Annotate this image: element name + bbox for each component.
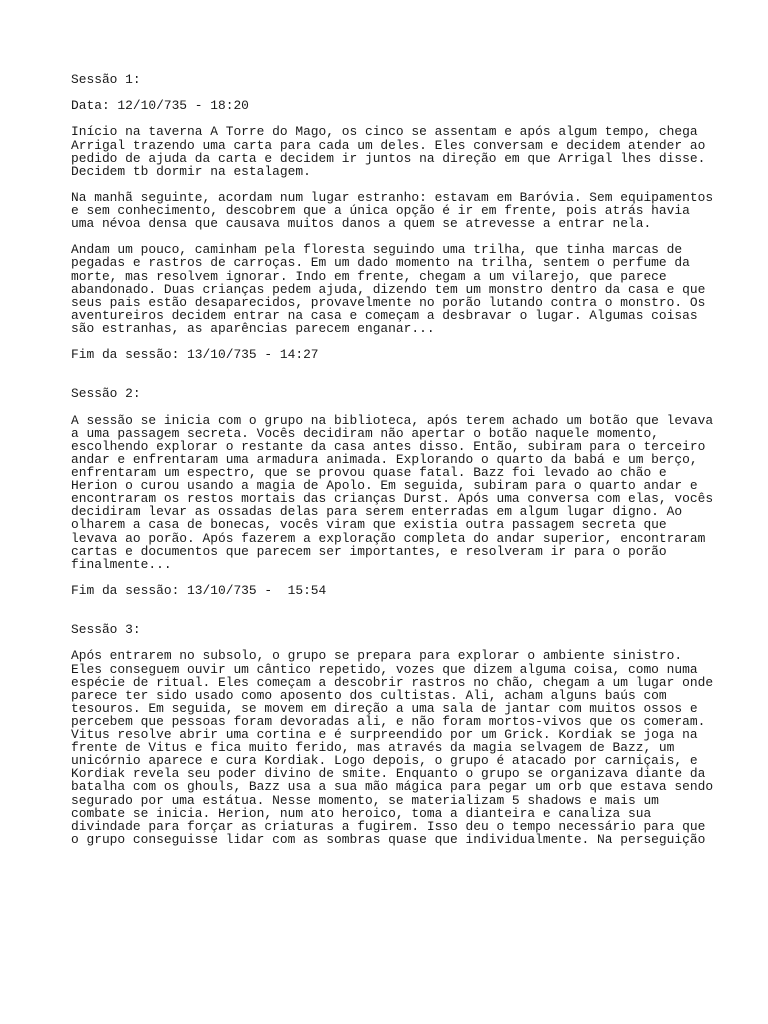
text-line: abandonado. Duas crianças pedem ajuda, dizendo tem um monstro dentro da casa e que bbox=[71, 281, 706, 297]
text-line: Fim da sessão: 13/10/735 - 14:27 bbox=[71, 347, 319, 363]
text-line: o grupo conseguisse lidar com as sombras quase que individualmente. Na perseguição bbox=[71, 831, 706, 847]
text-line: Sessão 2: bbox=[71, 386, 141, 402]
text-line: Após entrarem no subsolo, o grupo se prepara para explorar o ambiente sinistro. bbox=[71, 648, 683, 664]
text-line: pegadas e rastros de carroças. Em um dado momento na trilha, sentem o perfume da bbox=[71, 255, 690, 271]
text-line: frente de Vitus e fica muito ferido, mas através da magia selvagem de Bazz, um bbox=[71, 740, 675, 756]
text-line: combate se inicia. Herion, num ato heroico, toma a dianteira e canaliza sua bbox=[71, 805, 652, 821]
text-line: enfrentaram um espectro, que se provou quase fatal. Bazz foi levado ao chão e bbox=[71, 465, 667, 480]
text-line: divindade para forçar as criaturas a fugirem. Isso deu o tempo necessário para que bbox=[71, 818, 706, 834]
text-line: Data: 12/10/735 - 18:20 bbox=[71, 98, 249, 114]
text-line: Arrigal trazendo uma carta para cada um deles. Eles conversam e decidem atender ao bbox=[71, 137, 706, 153]
text-line: encontraram os restos mortais das crianças Durst. Após uma conversa com elas, vocês bbox=[71, 491, 714, 507]
text-line: pedido de ajuda da carta e decidem ir juntos na direção em que Arrigal lhes disse. bbox=[71, 150, 706, 166]
text-line: cartas e documentos que parecem ser importantes, e resolveram ir para o porão bbox=[71, 543, 667, 559]
text-line: uma névoa densa que causava muitos danos a quem se atrevesse a entrar nela. bbox=[71, 216, 652, 232]
text-line: segurado por uma estátua. Nesse momento, se materializam 5 shadows e mais um bbox=[71, 792, 659, 808]
text-line: A sessão se inicia com o grupo na biblioteca, após terem achado um botão que levava bbox=[71, 412, 714, 428]
text-line: Herion o curou usando a magia de Apolo. Em seguida, subiram para o quarto andar e bbox=[71, 478, 698, 494]
text-line: Sessão 1: bbox=[71, 72, 141, 87]
text-line: espécie de ritual. Eles começam a descobrir rastros no chão, chegam a um lugar onde bbox=[71, 674, 714, 690]
text-line: andar e enfrentaram uma armadura animada. Explorando o quarto da babá e um berço, bbox=[71, 451, 698, 467]
text-line: Fim da sessão: 13/10/735 - 15:54 bbox=[71, 582, 327, 598]
text-line: parece ter sido usado como aposento dos cultistas. Ali, acham alguns baús com bbox=[71, 687, 667, 703]
text-line: unicórnio aparece e cura Kordiak. Logo depois, o grupo é atacado por carniçais, e bbox=[71, 753, 698, 769]
text-line: decidiram levar as ossadas delas para serem enterradas em algum lugar digno. Ao bbox=[71, 504, 683, 520]
text-line: e sem conhecimento, descobrem que a única opção é ir em frente, pois atrás havia bbox=[71, 203, 690, 218]
text-line: aventureiros decidem entrar na casa e começam a desbravar o lugar. Algumas coisas bbox=[71, 307, 698, 323]
text-line: percebem que pessoas foram devoradas ali, e não foram mortos-vivos que os comeram. bbox=[71, 713, 706, 729]
text-line: olharem a casa de bonecas, vocês viram que existia outra passagem secreta que bbox=[71, 517, 667, 533]
text-line: levava ao porão. Após fazerem a exploração completa do andar superior, encontraram bbox=[71, 530, 706, 546]
text-line: morte, mas resolvem ignorar. Indo em frente, chegam a um vilarejo, que parece bbox=[71, 268, 667, 284]
text-line: batalha com os ghouls, Bazz usa a sua mão mágica para pegar um orb que estava sendo bbox=[71, 779, 714, 795]
text-line: seus pais estão desaparecidos, provavelmente no porão lutando contra o monstro. Os bbox=[71, 294, 706, 310]
text-line: Eles conseguem ouvir um cântico repetido, vozes que dizem alguma coisa, como numa bbox=[71, 661, 698, 677]
text-line: Início na taverna A Torre do Mago, os cinco se assentam e após algum tempo, chega bbox=[71, 124, 698, 140]
text-line: a uma passagem secreta. Vocês decidiram não apertar o botão naquele momento, bbox=[71, 425, 659, 441]
text-line: tesouros. Em seguida, se movem em direção a uma sala de jantar com muitos ossos e bbox=[71, 700, 698, 716]
text-line: Na manhã seguinte, acordam num lugar estranho: estavam em Baróvia. Sem equipamentos bbox=[71, 189, 714, 205]
text-line: são estranhas, as aparências parecem enganar... bbox=[71, 320, 435, 336]
text-line: escolhendo explorar o restante da casa antes disso. Então, subiram para o terceiro bbox=[71, 438, 706, 454]
text-line: Kordiak revela seu poder divino de smite. Enquanto o grupo se organizava diante da bbox=[71, 766, 706, 782]
text-line: Vitus resolve abrir uma cortina e é surpreendido por um Grick. Kordiak se joga na bbox=[71, 727, 698, 742]
text-line: Decidem tb dormir na estalagem. bbox=[71, 163, 311, 179]
text-line: finalmente... bbox=[71, 556, 172, 572]
text-line: Sessão 3: bbox=[71, 622, 141, 638]
text-line: Andam um pouco, caminham pela floresta seguindo uma trilha, que tinha marcas de bbox=[71, 242, 683, 258]
